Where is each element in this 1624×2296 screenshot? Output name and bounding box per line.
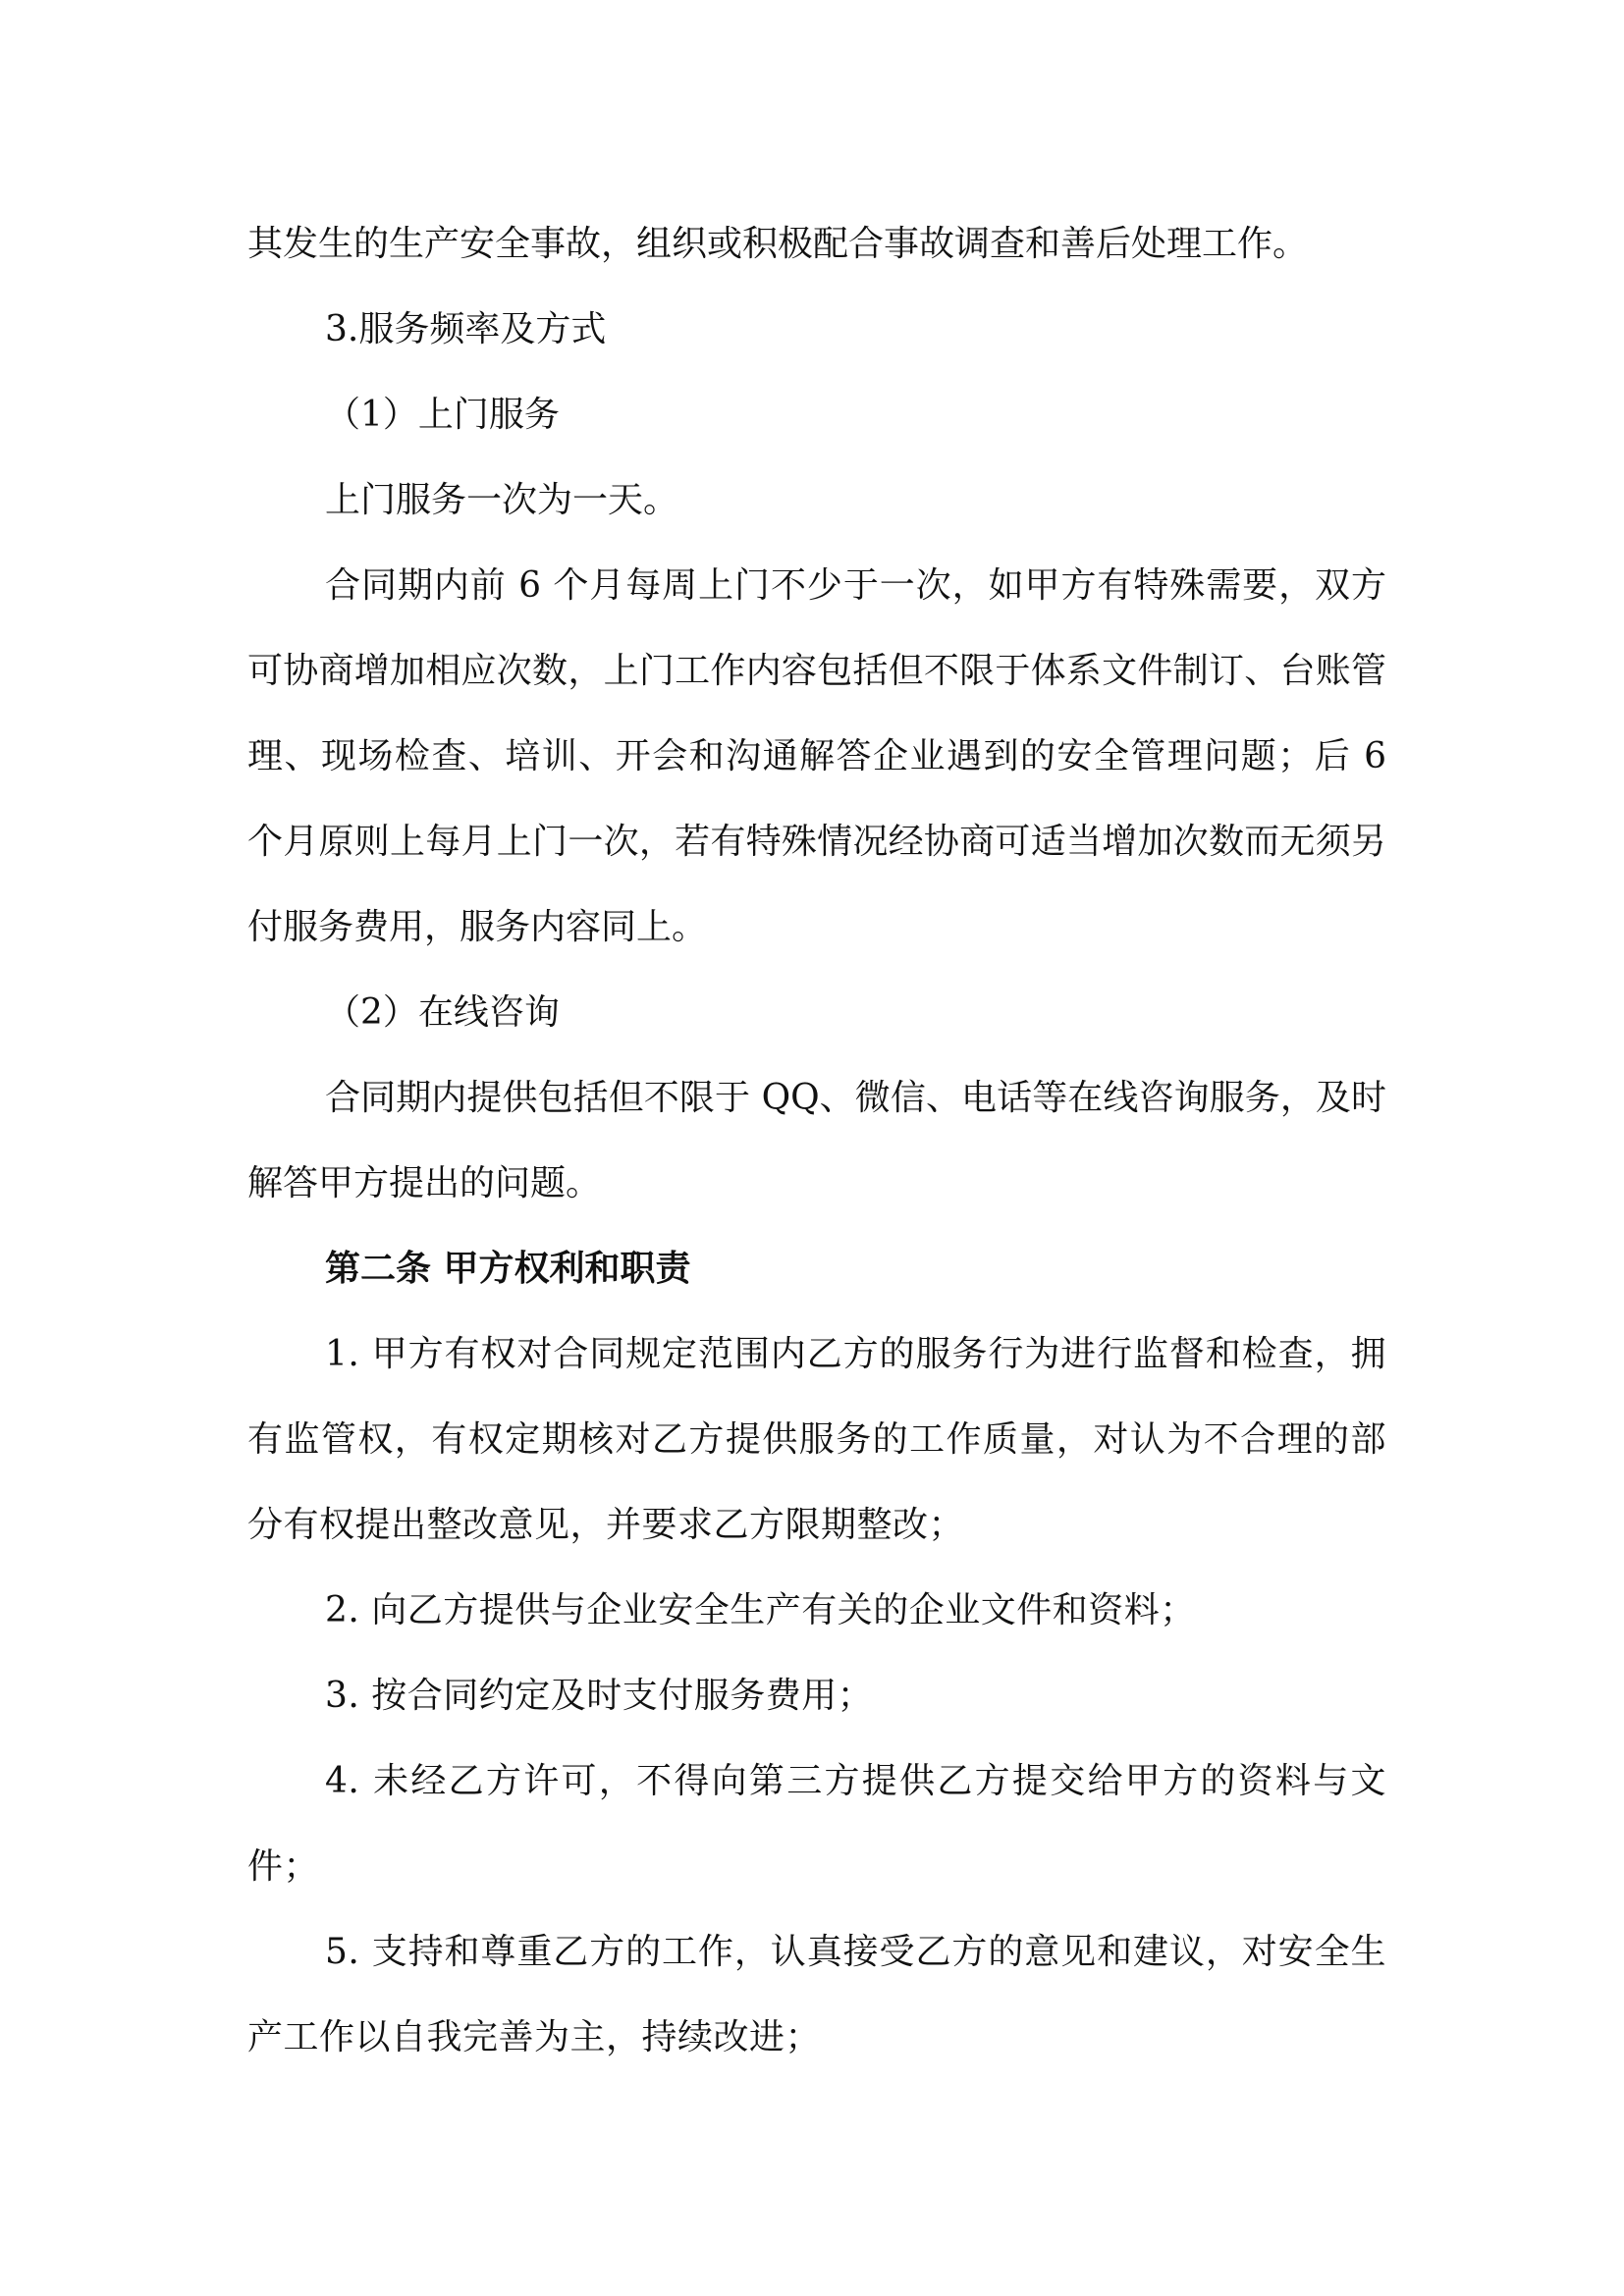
subheading-onsite-service: （1）上门服务: [325, 395, 560, 435]
subheading-online-consulting: （2）在线咨询: [325, 992, 560, 1033]
clause-5-cooperation: 5. 支持和尊重乙方的工作，认真接受乙方的意见和建议，对安全生产工作以自我完善为主，持续改进；: [247, 1932, 1386, 2057]
paragraph-onsite-schedule: 合同期内前 6 个月每周上门不少于一次，如甲方有特殊需要，双方可协商增加相应次数，上门工作内容包括但不限于体系文件制订、台账管理、现场检查、培训、开会和沟通解答企业遇到的安全管理问题；后 6 个月原则上每月上门一次，若有特殊情况经协商可适当增加次数而无须另付服务费用，服务内容同上。: [247, 565, 1386, 947]
paragraph-onsite-duration: 上门服务一次为一天。: [325, 480, 679, 520]
clause-1-supervision: 1. 甲方有权对合同规定范围内乙方的服务行为进行监督和检查，拥有监管权，有权定期核对乙方提供服务的工作质量，对认为不合理的部分有权提出整改意见，并要求乙方限期整改；: [247, 1334, 1386, 1545]
clause-4-confidentiality: 4. 未经乙方许可，不得向第三方提供乙方提交给甲方的资料与文件；: [247, 1761, 1386, 1887]
paragraph-accident-handling: 其发生的生产安全事故，组织或积极配合事故调查和善后处理工作。: [247, 224, 1309, 264]
paragraph-online-consulting: 合同期内提供包括但不限于 QQ、微信、电话等在线咨询服务，及时解答甲方提出的问题。: [247, 1078, 1386, 1203]
clause-3-payment: 3. 按合同约定及时支付服务费用；: [325, 1676, 874, 1716]
article-heading-party-a: 第二条 甲方权利和职责: [325, 1248, 691, 1289]
body-text: [247, 201, 1386, 2080]
heading-service-frequency: 3.服务频率及方式: [325, 309, 607, 349]
clause-2-documents: 2. 向乙方提供与企业安全生产有关的企业文件和资料；: [325, 1590, 1196, 1630]
